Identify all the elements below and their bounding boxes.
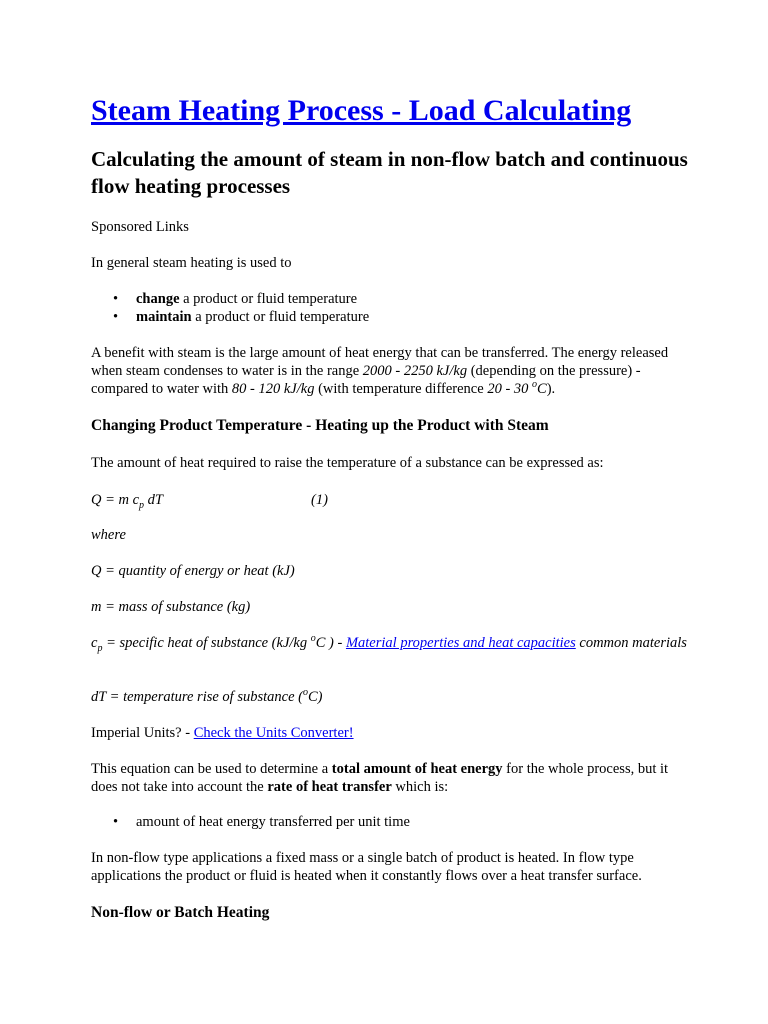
imperial-units-line: Imperial Units? - Check the Units Converter! [91, 725, 354, 741]
rate-list [91, 813, 410, 831]
where-label: where [91, 527, 126, 543]
equation-note-paragraph: This equation can be used to determine a total amount of heat energy for the whole process, but it does not take into account the rate of heat transfer which is: [91, 761, 669, 795]
heading-changing-temperature: Changing Product Temperature - Heating up the Product with Steam [91, 417, 549, 434]
definition-dt: dT = temperature rise of substance ($^o$C) [91, 687, 323, 705]
list-item: • change a product or fluid temperature [91, 290, 369, 308]
use-list [91, 290, 369, 326]
units-converter-link[interactable]: Check the Units Converter! [193, 725, 354, 741]
intro-paragraph: In general steam heating is used to [91, 255, 292, 271]
page-title [91, 92, 631, 130]
heat-intro-paragraph: The amount of heat required to raise the temperature of a substance can be expressed as: [91, 455, 604, 471]
equation-number: (1) [311, 492, 328, 508]
page-title-link[interactable]: Steam Heating Process - Load Calculating [91, 94, 632, 127]
definition-q: Q = quantity of energy or heat (kJ) [91, 563, 295, 579]
sponsored-links-label: Sponsored Links [91, 219, 189, 235]
definition-cp: $c_p$ = specific heat of substance (kJ/kg $^o$C ) - Material properties and heat capacities common materials [91, 633, 687, 654]
list-item: • maintain a product or fluid temperature [91, 308, 369, 326]
definition-m: m = mass of substance (kg) [91, 599, 251, 615]
benefit-paragraph: A benefit with steam is the large amount of heat energy that can be transferred. The energy released when steam condenses to water is in the range 2000 - 2250 kJ/kg (depending on the pressure) - compared to water with 80 - 120 kJ/kg (with temperature difference 20 - 30 $^o$C). [91, 345, 669, 397]
nonflow-paragraph: In non-flow type applications a fixed mass or a single batch of product is heated. In flow type applications the product or fluid is heated when it constantly flows over a heat transfer surface. [91, 850, 642, 884]
page-subtitle: Calculating the amount of steam in non-flow batch and continuous flow heating processes [91, 147, 688, 198]
heading-nonflow: Non-flow or Batch Heating [91, 904, 270, 921]
material-properties-link[interactable]: Material properties and heat capacities [345, 635, 576, 651]
list-item: • amount of heat energy transferred per unit time [91, 813, 410, 831]
equation-1: Q = m $c_p$ dT [91, 492, 163, 511]
